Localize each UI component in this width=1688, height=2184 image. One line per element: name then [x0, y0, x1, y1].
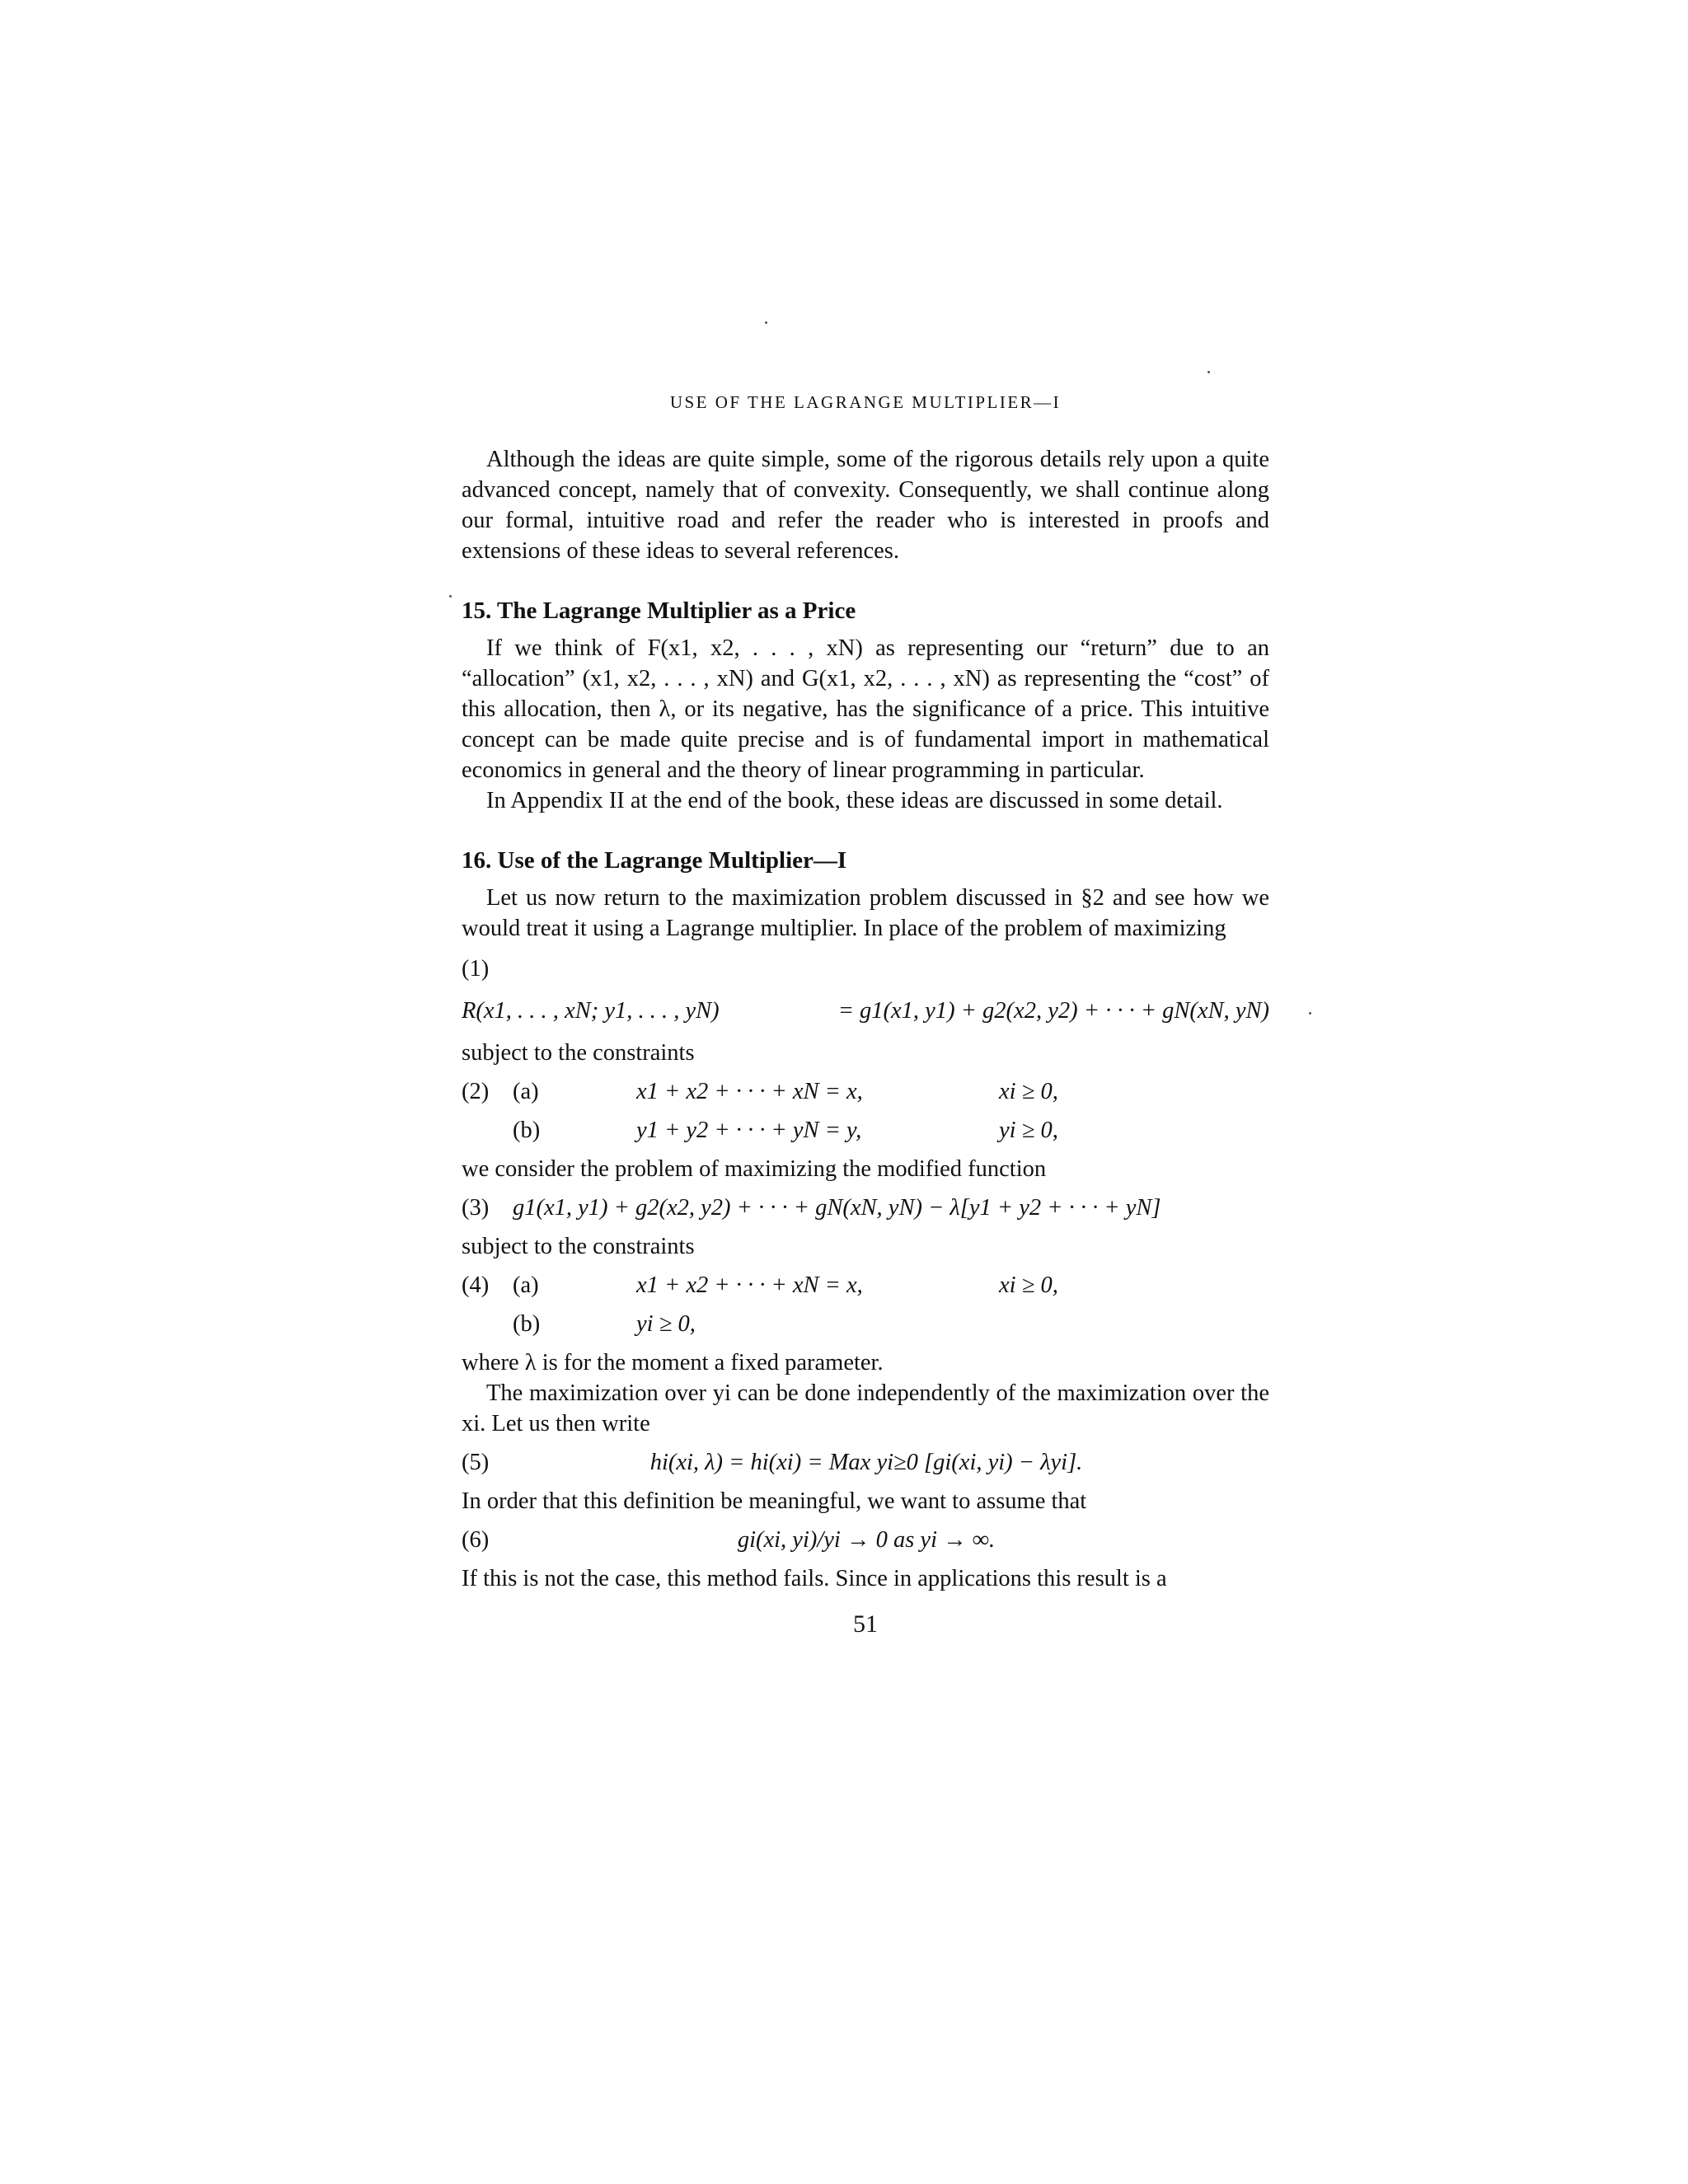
equation-2b — [462, 1115, 1269, 1146]
equation-4a-condition: xi ≥ 0, — [999, 1272, 1058, 1298]
intro-paragraph: Although the ideas are quite simple, some of the rigorous details rely upon a quite advanced concept, namely that of convexity. Consequently, we shall continue along our formal, intuitive road and refer the reader who is interested in proofs and extensions of these ideas to several references. — [462, 447, 1269, 564]
section-16-paragraph-4: If this is not the case, this method fails. Since in applications this result is a — [462, 1566, 1167, 1591]
equation-2a-label: (a) — [513, 1079, 539, 1104]
equation-1-label: (1) — [462, 956, 490, 982]
equation-2b-label: (b) — [513, 1118, 541, 1143]
equation-4a-expression: x1 + x2 + · · · + xN = x, — [636, 1272, 863, 1298]
subject-to-constraints-2: subject to the constraints — [462, 1234, 695, 1259]
scan-speck — [765, 321, 767, 324]
equation-4b-expression: yi ≥ 0, — [636, 1311, 696, 1337]
equation-4b — [462, 1309, 1269, 1339]
equation-3-expression: g1(x1, y1) + g2(x2, y2) + · · · + gN(xN, yN) − λ[y1 + y2 + · · · + yN] — [513, 1195, 1161, 1221]
equation-2-label: (2) — [462, 1079, 490, 1104]
scan-speck — [1207, 371, 1210, 373]
running-head: USE OF THE LAGRANGE MULTIPLIER—I — [669, 392, 1062, 412]
equation-2a-expression: x1 + x2 + · · · + xN = x, — [636, 1079, 863, 1104]
section-16-paragraph-3: In order that this definition be meaningful, we want to assume that — [462, 1488, 1087, 1514]
equation-4a-label: (a) — [513, 1272, 539, 1298]
equation-6-expression: gi(xi, yi)/yi → 0 as yi → ∞. — [737, 1527, 996, 1553]
section-15-paragraph-2: In Appendix II at the end of the book, these ideas are discussed in some detail. — [486, 788, 1223, 813]
equation-2b-condition: yi ≥ 0, — [999, 1118, 1058, 1143]
consider-sentence: we consider the problem of maximizing the modified function — [462, 1156, 1047, 1182]
subject-to-constraints-1: subject to the constraints — [462, 1040, 695, 1066]
where-sentence: where λ is for the moment a fixed parameter. — [462, 1350, 884, 1376]
equation-2a-condition: xi ≥ 0, — [999, 1079, 1058, 1104]
equation-1 — [462, 996, 1269, 1026]
equation-4b-label: (b) — [513, 1311, 541, 1337]
section-16-paragraph-1: Let us now return to the maximization problem discussed in §2 and see how we would treat it using a Lagrange multiplier. In place of the problem of maximizing — [462, 885, 1269, 941]
equation-4-label: (4) — [462, 1272, 490, 1298]
equation-1-lhs: R(x1, . . . , xN; y1, . . . , yN) — [462, 998, 720, 1024]
equation-6-label: (6) — [462, 1527, 490, 1553]
equation-3-label: (3) — [462, 1195, 490, 1221]
equation-4a — [462, 1270, 1269, 1301]
equation-5-expression: hi(xi, λ) = hi(xi) = Max yi≥0 [gi(xi, yi) − λyi]. — [649, 1450, 1083, 1475]
equation-5-label: (5) — [462, 1450, 490, 1475]
equation-2b-expression: y1 + y2 + · · · + yN = y, — [636, 1118, 862, 1143]
scan-speck — [449, 595, 452, 598]
equation-1-rhs: = g1(x1, y1) + g2(x2, y2) + · · · + gN(xN, yN) — [837, 998, 1269, 1024]
section-16-heading: 16. Use of the Lagrange Multiplier—I — [462, 847, 847, 874]
equation-3 — [462, 1193, 1269, 1223]
section-15-heading: 15. The Lagrange Multiplier as a Price — [462, 598, 856, 624]
page-number: 51 — [853, 1610, 878, 1638]
equation-2a — [462, 1076, 1269, 1107]
section-16-paragraph-2: The maximization over yi can be done independently of the maximization over the xi. Let us then write — [462, 1380, 1269, 1436]
section-15-paragraph-1: If we think of F(x1, x2, . . . , xN) as representing our “return” due to an “allocation” (x1, x2, . . . , xN) and G(x1, x2, . . . , xN) as representing the “cost” of this allocation, then λ, or its negative, has the significance of a price. This intuitive concept can be made quite precise and is of fundamental import in mathematical economics in general and the theory of linear programming in particular. — [462, 635, 1269, 783]
equation-6 — [462, 1525, 1269, 1555]
equation-5 — [462, 1447, 1269, 1478]
scan-speck — [1309, 1012, 1311, 1015]
page-body — [462, 387, 1269, 1639]
